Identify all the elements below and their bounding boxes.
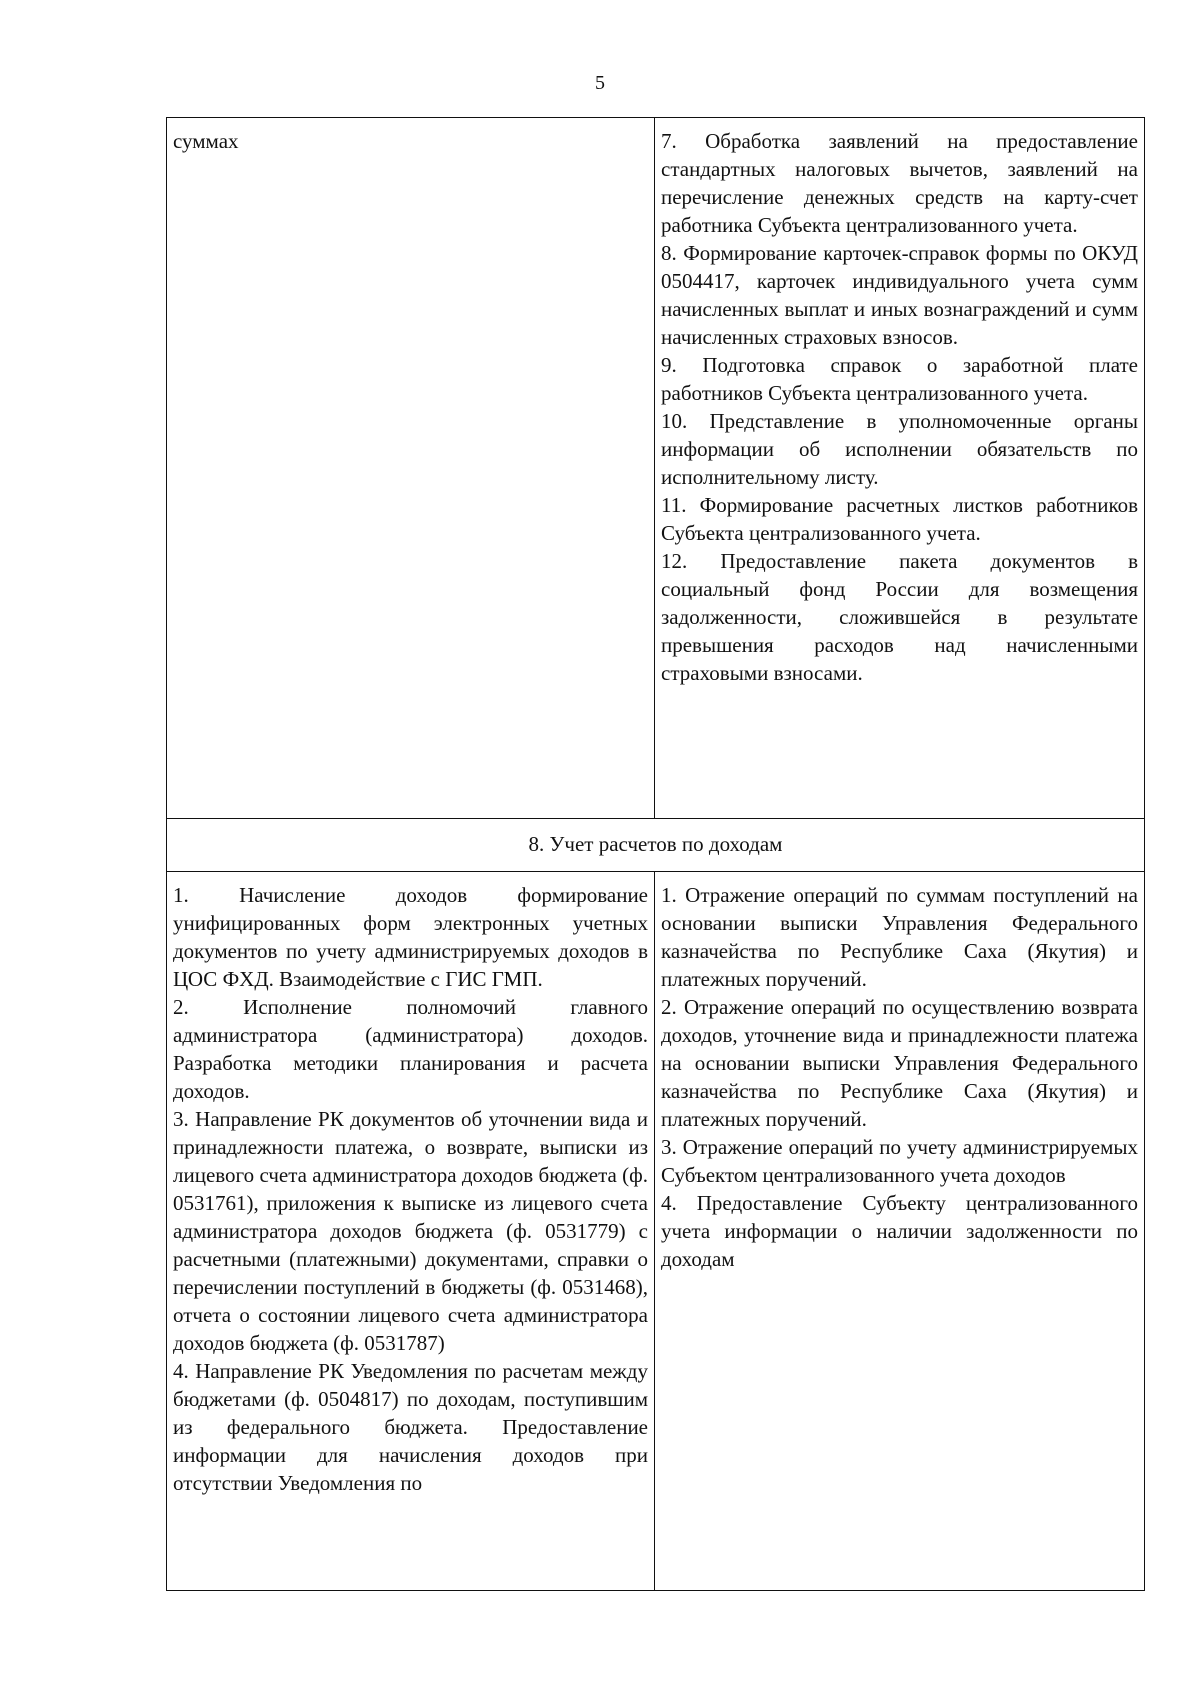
cell-paragraph: 9. Подготовка справок о заработной плате работников Субъекта централизованного учета. [661,353,1138,405]
cell-paragraph: 2. Исполнение полномочий главного администратора (администратора) доходов. Разработка методики планирования и расчета доходов. [173,995,648,1103]
duties-table [166,117,1145,1591]
cell-paragraph: суммах [173,129,239,153]
cell-paragraph: 12. Предоставление пакета документов в социальный фонд России для возмещения задолженности, сложившейся в результате превышения расходов над начисленными страховыми взносами. [661,549,1138,685]
cell-paragraph: 1. Отражение операций по суммам поступлений на основании выписки Управления Федерального казначейства по Республике Саха (Якутия) и платежных поручений. [661,883,1138,991]
page-number: 5 [595,72,605,94]
table-row [167,872,1145,1591]
cell-paragraph: 4. Предоставление Субъекту централизованного учета информации о наличии задолженности по доходам [661,1191,1138,1271]
cell-paragraph: 2. Отражение операций по осуществлению возврата доходов, уточнение вида и принадлежности платежа на основании выписки Управления Федерального казначейства по Республике Саха (Якутия) и платежных поручений. [661,995,1138,1131]
table-cell-right [655,118,1145,819]
cell-paragraph: 3. Направление РК документов об уточнении вида и принадлежности платежа, о возврате, выписки из лицевого счета администратора доходов бюджета (ф. 0531761), приложения к выписке из лицевого счета администратора доходов бюджета (ф. 0531779) с расчетными (платежными) документами, справки о перечислении поступлений в бюджеты (ф. 0531468), отчета о состоянии лицевого счета администратора доходов бюджета (ф. 0531787) [173,1107,648,1355]
table-cell-left [167,118,655,819]
table-cell-right [655,872,1145,1591]
cell-paragraph: 8. Формирование карточек-справок формы по ОКУД 0504417, карточек индивидуального учета сумм начисленных выплат и иных вознаграждений и сумм начисленных страховых взносов. [661,241,1138,349]
section-title: 8. Учет расчетов по доходам [167,819,1145,872]
cell-paragraph: 7. Обработка заявлений на предоставление стандартных налоговых вычетов, заявлений на перечисление денежных средств на карту-счет работника Субъекта централизованного учета. [661,129,1138,237]
cell-paragraph: 11. Формирование расчетных листков работников Субъекта централизованного учета. [661,493,1138,545]
cell-paragraph: 1. Начисление доходов формирование унифицированных форм электронных учетных документов по учету администрируемых доходов в ЦОС ФХД. Взаимодействие с ГИС ГМП. [173,883,648,991]
table-cell-left [167,872,655,1591]
cell-paragraph: 4. Направление РК Уведомления по расчетам между бюджетами (ф. 0504817) по доходам, поступившим из федерального бюджета. Предоставление информации для начисления доходов при отсутствии Уведомления по [173,1359,648,1495]
table-row [167,118,1145,819]
cell-paragraph: 10. Представление в уполномоченные органы информации об исполнении обязательств по исполнительному листу. [661,409,1138,489]
cell-paragraph: 3. Отражение операций по учету администрируемых Субъектом централизованного учета доходов [661,1135,1138,1187]
section-header-row [167,819,1145,872]
